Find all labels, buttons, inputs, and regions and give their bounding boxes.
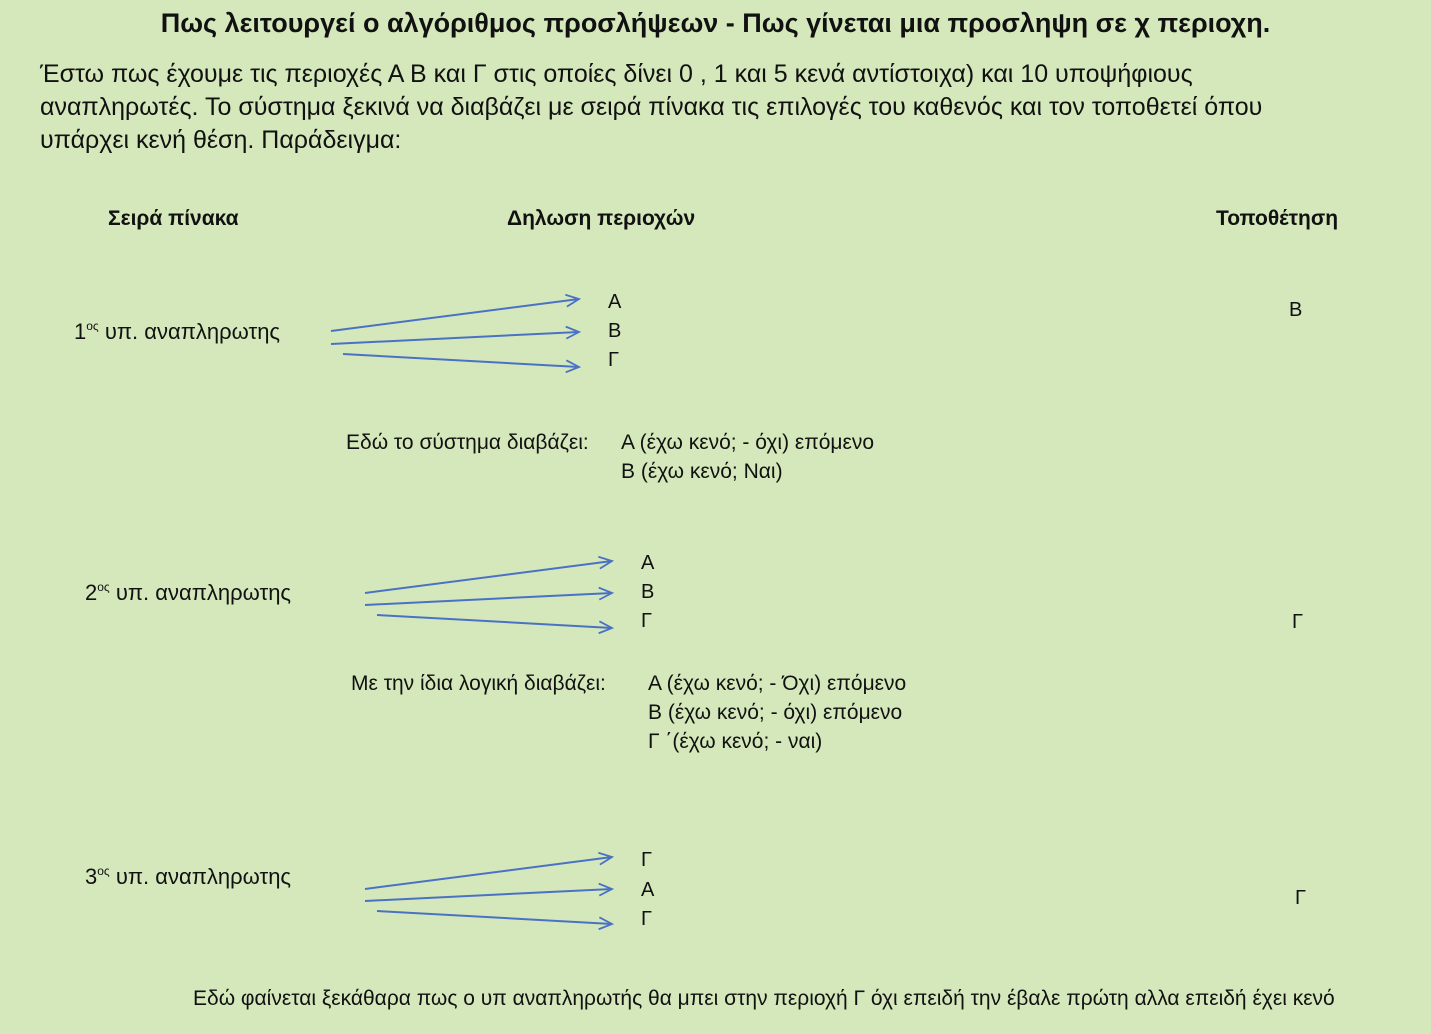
candidate-2-choice-3: Γ	[641, 610, 653, 632]
arrow-1-a	[331, 299, 579, 331]
arrow-3-c	[377, 911, 612, 924]
candidate-number: 3	[85, 864, 98, 889]
intro-line-2: αναπληρωτές. Το σύστημα ξεκινά να διαβάζει με σειρά πίνακα τις επιλογές του καθενός και τον τοποθετεί όπου	[40, 93, 1263, 121]
candidate-text: υπ. αναπληρωτης	[109, 864, 292, 889]
page-title: Πως λειτουργεί ο αλγόριθμος προσλήψεων - Πως γίνεται μια προσληψη σε χ περιοχη.	[160, 8, 1271, 38]
candidate-2-placement: Γ	[1292, 611, 1304, 633]
candidate-2-choice-2: Β	[641, 581, 655, 603]
header-placement: Τοποθέτηση	[1216, 207, 1339, 230]
candidate-text: υπ. αναπληρωτης	[98, 319, 281, 344]
note-2-prefix: Με την ίδια λογική διαβάζει:	[351, 672, 606, 695]
note-1-line-1: Α (έχω κενό; - όχι) επόμενο	[621, 431, 875, 454]
candidate-1-choice-2: Β	[608, 320, 622, 342]
note-2-line-2: Β (έχω κενό; - όχι) επόμενο	[648, 701, 903, 724]
note-1-prefix: Εδώ το σύστημα διαβάζει:	[346, 431, 589, 454]
note-1-line-2: Β (έχω κενό; Ναι)	[621, 460, 783, 483]
candidate-number: 2	[85, 580, 98, 605]
conclusion-text: Εδώ φαίνεται ξεκάθαρα πως ο υπ αναπληρωτής θα μπει στην περιοχή Γ όχι επειδή την έβαλε πρώτη αλλα επειδή έχει κενό	[193, 987, 1335, 1010]
arrow-2-b	[365, 593, 612, 605]
intro-line-1: Έστω πως έχουμε τις περιοχές Α Β και Γ στις οποίες δίνει 0 , 1 και 5 κενά αντίστοιχα) και 10 υποψήφιους	[40, 60, 1193, 88]
candidate-number: 1	[74, 319, 87, 344]
header-order: Σειρά πίνακα	[108, 207, 239, 230]
arrow-3-a	[365, 857, 612, 889]
ordinal-suffix: ος	[86, 319, 99, 333]
candidate-3-choice-2: Α	[641, 879, 655, 901]
arrow-2-a	[365, 561, 612, 593]
candidate-2-choice-1: Α	[641, 552, 655, 574]
candidate-1-choice-3: Γ	[608, 349, 620, 371]
ordinal-suffix: ος	[97, 580, 110, 594]
candidate-3-choice-1: Γ	[641, 849, 653, 871]
note-2-line-3: Γ ΄(έχω κενό; - ναι)	[648, 730, 823, 753]
intro-line-3: υπάρχει κενή θέση. Παράδειγμα:	[40, 126, 402, 154]
ordinal-suffix: ος	[97, 864, 110, 878]
arrow-1-b	[331, 332, 579, 344]
candidate-1-choice-1: Α	[608, 291, 622, 313]
arrow-3-b	[365, 889, 612, 901]
candidate-1-placement: Β	[1289, 299, 1303, 321]
arrow-2-c	[377, 615, 612, 628]
arrow-1-c	[343, 354, 579, 367]
header-choices: Δηλωση περιοχών	[507, 207, 696, 230]
candidate-text: υπ. αναπληρωτης	[109, 580, 292, 605]
candidate-3-placement: Γ	[1295, 887, 1307, 909]
note-2-line-1: Α (έχω κενό; - Όχι) επόμενο	[648, 672, 907, 695]
candidate-3-choice-3: Γ	[641, 908, 653, 930]
